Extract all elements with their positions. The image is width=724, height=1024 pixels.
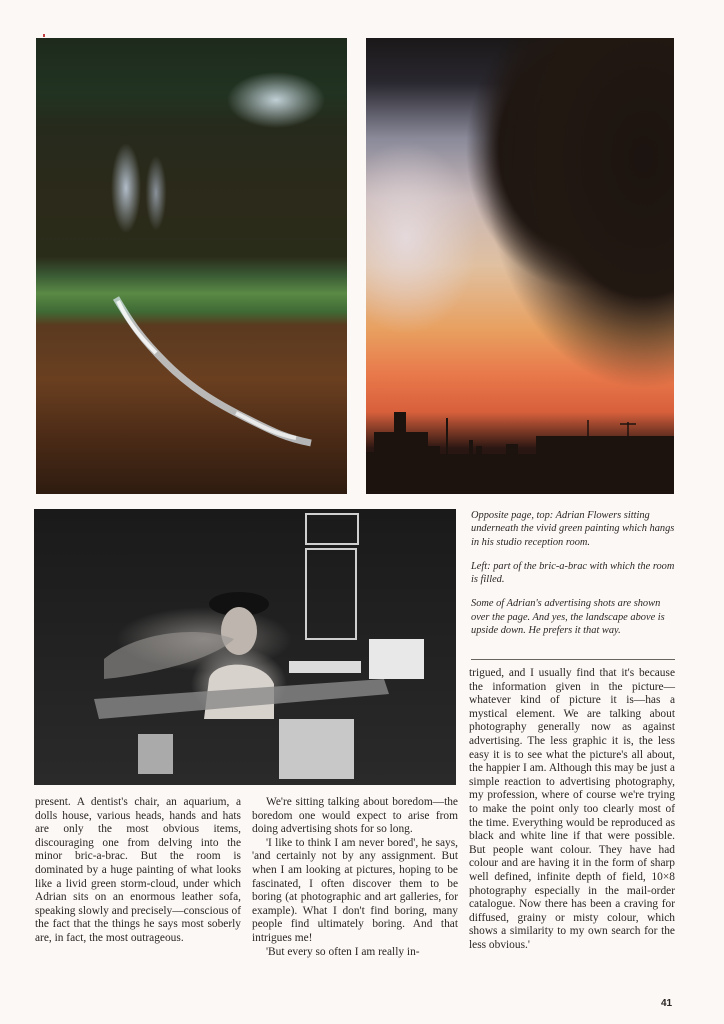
body-paragraph: 'I like to think I am never bored', he says, 'and certainly not by any assignment. But when I am looking at pictures, hoping to be fascinated, I often discover them to be boring (at photographic and art galleries, for example). What I don't find boring, many people find ultimately boring. And that intrigues me!: [252, 836, 458, 944]
photo-landscape: [36, 38, 347, 494]
body-column-1: [35, 796, 241, 946]
body-paragraph: trigued, and I usually find that it's because the information given in the picture—whatever kind of picture it is—has a mystical element. We are talking about photography generally now as against advertising. The less graphic it is, the less easy it is to see what the picture's all about, the happier I am. Although this may be just a simple reaction to advertising photography, my profession, where of course we're trying to make the point only too clearly most of the time. Everything would be reproduced as black and white line if that were possible. But people want colour. They have had colour and are having it in the form of sharp well defined, infinite depth of field, 10×8 photography especially in the mail-order catalogue. Now there has been a craving for diffused, grainy or misty colour, which shows a similarity to my own search for the less obvious.': [469, 667, 675, 951]
photo-caption: [471, 509, 675, 648]
caption-paragraph: Left: part of the bric-a-brac with which the room is filled.: [471, 560, 675, 586]
photo-bric-a-brac: [34, 509, 456, 785]
caption-paragraph: Opposite page, top: Adrian Flowers sitting underneath the vivid green painting which hangs in his studio reception room.: [471, 510, 675, 548]
city-skyline: [366, 394, 674, 494]
photo-sunset: [366, 38, 674, 494]
body-column-2: [252, 796, 458, 959]
bric-a-brac-scene: [34, 509, 456, 785]
body-paragraph: We're sitting talking about boredom—the boredom one would expect to arise from doing advertising shots for so long.: [252, 796, 458, 836]
caption-paragraph: Some of Adrian's advertising shots are shown over the page. And yes, the landscape above is upside down. He prefers it that way.: [471, 598, 665, 637]
body-paragraph: present. A dentist's chair, an aquarium, a dolls house, various heads, hands and hats are only the most obvious items, discouraging one from delving into the minor bric-a-brac. But the room is dominated by a huge painting of what looks like a livid green storm-cloud, under which Adrian sits on an enormous leather sofa, speaking slowly and precisely—conscious of the fact that the things he says most soberly are, in fact, the most outrageous.: [35, 796, 241, 944]
body-paragraph: 'But every so often I am really in-: [266, 945, 420, 958]
page-number: 41: [661, 998, 673, 1009]
storm-cloud: [474, 38, 674, 388]
stream-graphic: [96, 293, 316, 453]
caption-divider: [471, 659, 675, 660]
print-speck: [43, 34, 45, 37]
body-column-3: [469, 667, 675, 952]
